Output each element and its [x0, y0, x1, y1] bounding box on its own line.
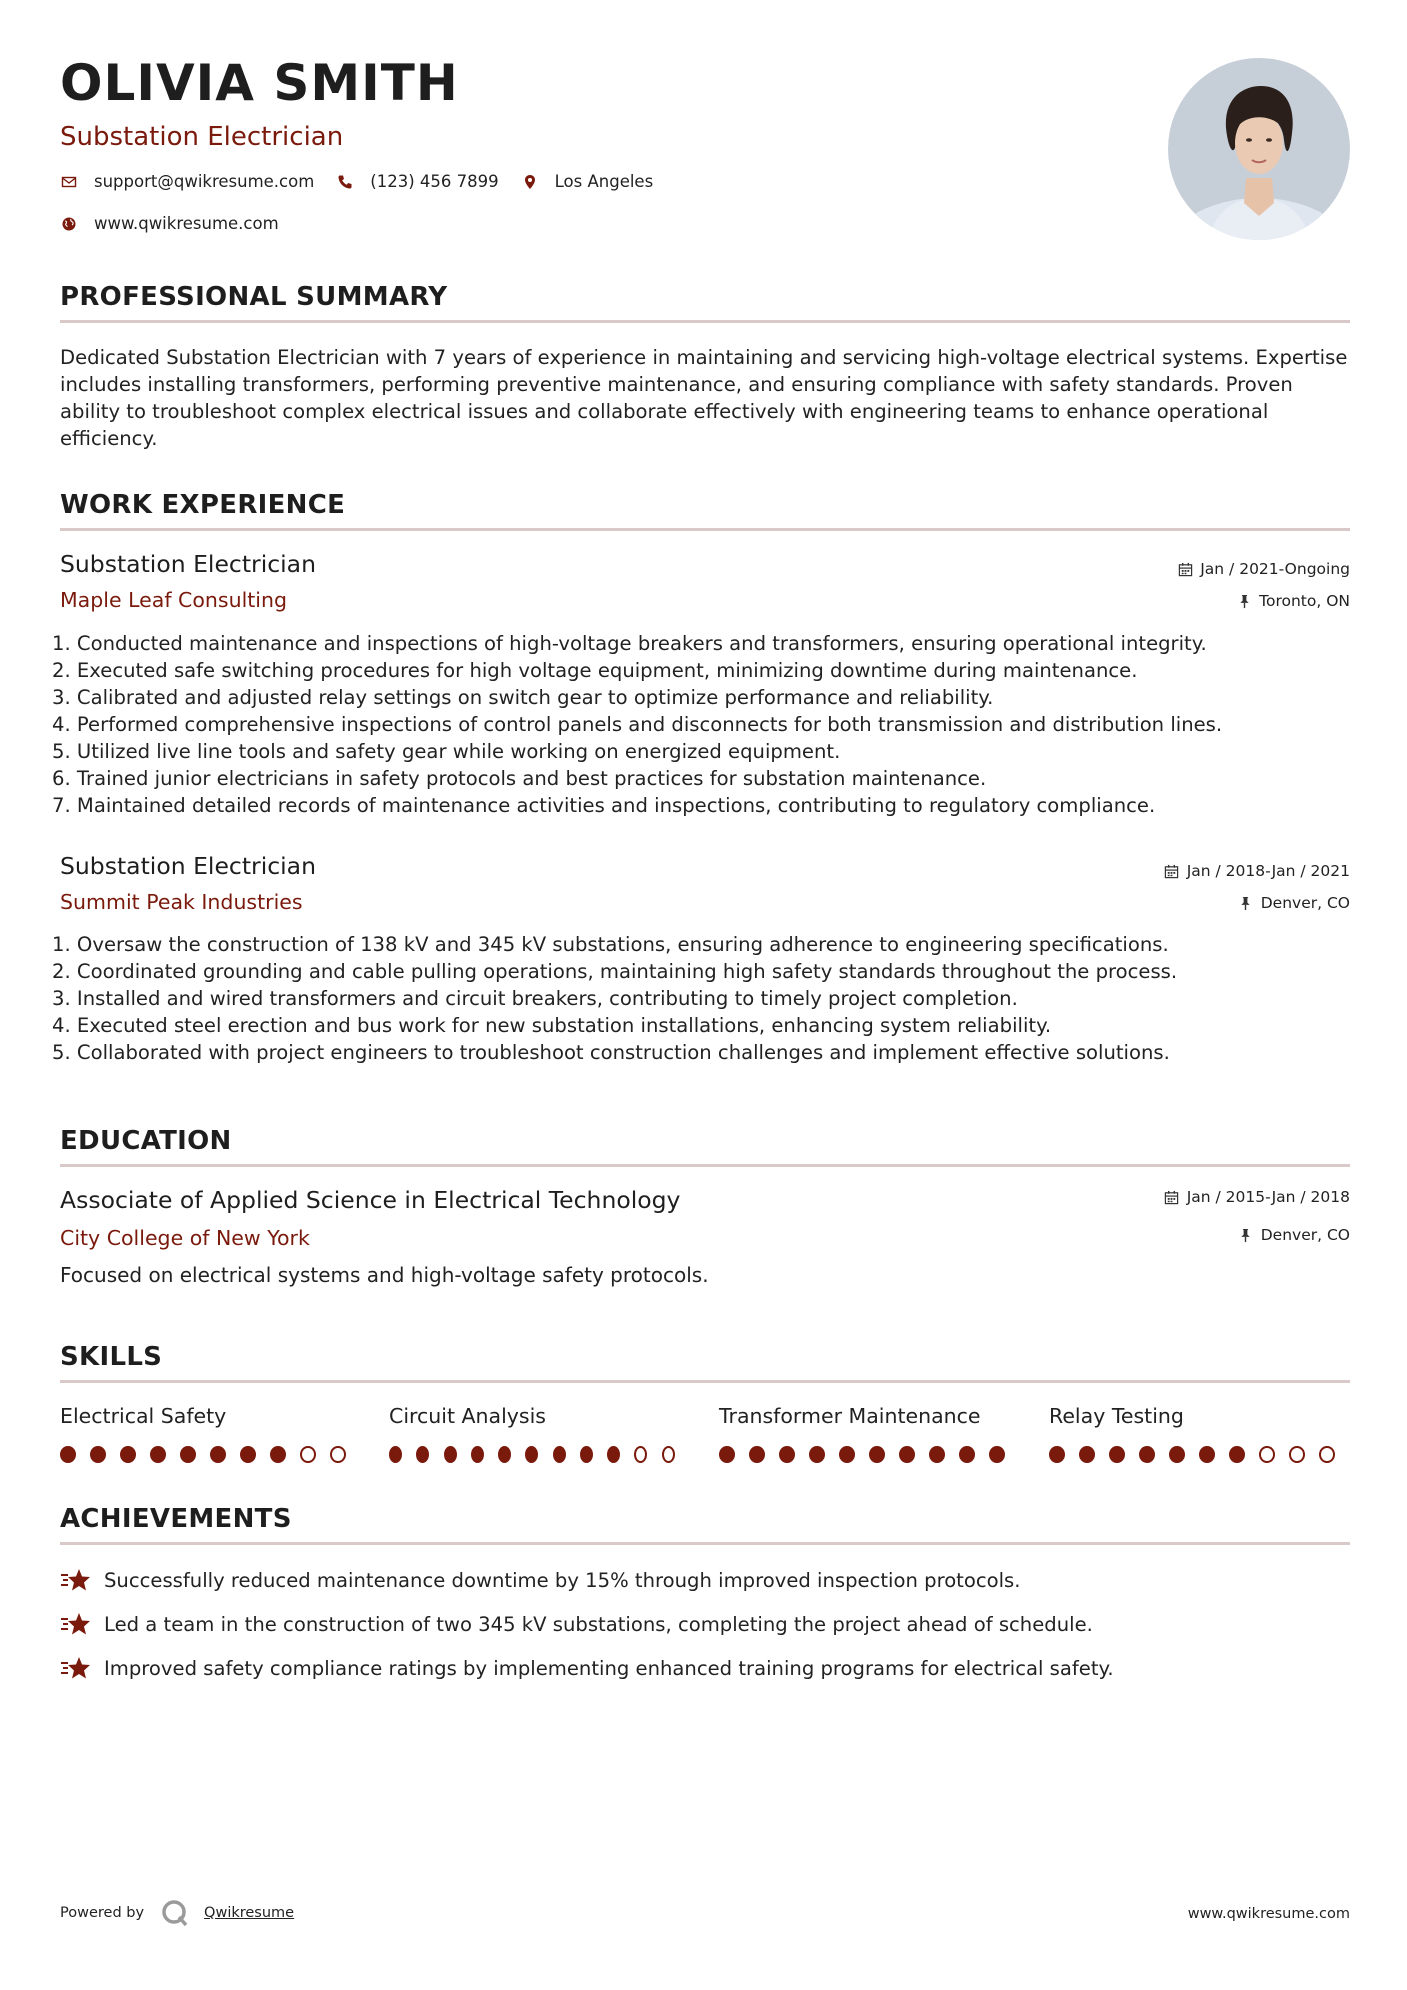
achievement-item [60, 1566, 1021, 1594]
star-badge-icon [60, 1566, 92, 1594]
job-dates [1177, 560, 1350, 578]
job-company: Summit Peak Industries [60, 890, 303, 914]
skill-dot-filled [779, 1446, 795, 1463]
skill-dot-empty [1289, 1446, 1305, 1463]
contact-email[interactable] [60, 172, 314, 191]
skill-dot-filled [1079, 1446, 1095, 1463]
achievement-item [60, 1654, 1114, 1682]
candidate-role: Substation Electrician [60, 122, 344, 152]
skill-item [719, 1404, 1019, 1463]
phone-text: (123) 456 7899 [370, 172, 499, 191]
skill-item [389, 1404, 689, 1463]
summary-text: Dedicated Substation Electrician with 7 years of experience in maintaining and servicing high-voltage electrical systems. Expertise includes installing transformers, performing preventive maintenance, and ensuring compliance with safety standards. Proven ability to troubleshoot complex electrical issues and collaborate effectively with engineering teams to enhance operational efficiency. [60, 346, 1348, 450]
qwikresume-logo-icon [160, 1898, 190, 1928]
skill-dot-filled [749, 1446, 765, 1463]
job-location-text: Toronto, ON [1259, 592, 1350, 610]
skill-dot-filled [498, 1446, 511, 1463]
email-text: support@qwikresume.com [94, 172, 315, 191]
skill-dot-filled [444, 1446, 457, 1463]
job-company: Maple Leaf Consulting [60, 588, 288, 612]
skill-dot-filled [150, 1446, 166, 1463]
education-divider [60, 1164, 1350, 1167]
skill-dot-filled [210, 1446, 226, 1463]
summary-divider [60, 320, 1350, 323]
pushpin-icon [1236, 593, 1252, 609]
achievement-item [60, 1610, 1093, 1638]
skill-dot-filled [580, 1446, 593, 1463]
skill-item [1049, 1404, 1349, 1463]
star-badge-icon [60, 1610, 92, 1638]
skill-name: Circuit Analysis [389, 1404, 546, 1428]
skills-divider [60, 1380, 1350, 1383]
education-section-title: EDUCATION [60, 1126, 232, 1156]
skill-dot-filled [719, 1446, 735, 1463]
skill-rating [719, 1446, 1019, 1463]
powered-by-label: Powered by [60, 1905, 145, 1921]
footer-website-link[interactable]: www.qwikresume.com [1187, 1906, 1350, 1922]
skill-dot-empty [300, 1446, 316, 1463]
job-bullet-list [52, 630, 1352, 819]
skill-rating [60, 1446, 360, 1463]
contact-phone[interactable] [336, 172, 498, 191]
skill-dot-filled [1199, 1446, 1215, 1463]
contact-row-secondary [60, 214, 301, 233]
list-item: 4. Executed steel erection and bus work for new substation installations, enhancing system reliability. [52, 1014, 1052, 1037]
skill-dot-filled [869, 1446, 885, 1463]
list-item: 5. Utilized live line tools and safety gear while working on energized equipment. [52, 740, 841, 763]
job-dates-text: Jan / 2021-Ongoing [1200, 560, 1350, 578]
list-item: 1. Conducted maintenance and inspections of high-voltage breakers and transformers, ensuring operational integrity. [52, 632, 1207, 655]
skill-dot-filled [389, 1446, 402, 1463]
skill-dot-filled [416, 1446, 429, 1463]
skill-dot-empty [662, 1446, 675, 1463]
education-description: Focused on electrical systems and high-voltage safety protocols. [60, 1263, 709, 1287]
skill-dot-filled [959, 1446, 975, 1463]
skill-dot-filled [90, 1446, 106, 1463]
skill-dot-filled [989, 1446, 1005, 1463]
summary-section-title: PROFESSIONAL SUMMARY [60, 282, 448, 312]
job-bullet-list [52, 931, 1352, 1066]
skill-dot-empty [330, 1446, 346, 1463]
skill-dot-filled [809, 1446, 825, 1463]
skill-dot-filled [553, 1446, 566, 1463]
list-item: 6. Trained junior electricians in safety protocols and best practices for substation maintenance. [52, 767, 987, 790]
candidate-name: OLIVIA SMITH [60, 54, 459, 112]
skill-dot-filled [525, 1446, 538, 1463]
pushpin-icon [1238, 895, 1254, 911]
achievements-divider [60, 1542, 1350, 1545]
location-text: Los Angeles [554, 172, 654, 191]
skill-dot-empty [634, 1446, 647, 1463]
job-dates [1164, 862, 1350, 880]
skill-dot-filled [607, 1446, 620, 1463]
skill-dot-filled [1229, 1446, 1245, 1463]
contact-website[interactable] [60, 214, 279, 233]
envelope-icon [60, 173, 78, 191]
contact-location [521, 172, 654, 191]
footer-brand-link[interactable]: Qwikresume [204, 1905, 295, 1921]
job-location-text: Denver, CO [1260, 894, 1350, 912]
phone-icon [336, 173, 354, 191]
skill-dot-filled [839, 1446, 855, 1463]
skill-dot-filled [899, 1446, 915, 1463]
skill-rating [1049, 1446, 1349, 1463]
list-item: 4. Performed comprehensive inspections of control panels and disconnects for both transmission and distribution lines. [52, 713, 1223, 736]
list-item: 3. Calibrated and adjusted relay settings on switch gear to optimize performance and reliability. [52, 686, 994, 709]
star-badge-icon [60, 1654, 92, 1682]
job-dates-text: Jan / 2018-Jan / 2021 [1186, 862, 1350, 880]
list-item: 5. Collaborated with project engineers to troubleshoot construction challenges and implement effective solutions. [52, 1041, 1170, 1064]
skill-dot-empty [1319, 1446, 1335, 1463]
skill-name: Relay Testing [1049, 1404, 1184, 1428]
skill-dot-filled [120, 1446, 136, 1463]
skill-dot-filled [1169, 1446, 1185, 1463]
skill-dot-empty [1259, 1446, 1275, 1463]
list-item: 2. Coordinated grounding and cable pulling operations, maintaining high safety standards throughout the process. [52, 960, 1178, 983]
skill-dot-filled [240, 1446, 256, 1463]
achievement-text: Successfully reduced maintenance downtime by 15% through improved inspection protocols. [104, 1568, 1021, 1592]
skill-dot-filled [471, 1446, 484, 1463]
contact-row-primary [60, 172, 675, 191]
job-location [1236, 592, 1350, 610]
job-title: Substation Electrician [60, 852, 316, 880]
skill-name: Transformer Maintenance [719, 1404, 981, 1428]
calendar-icon [1177, 561, 1193, 577]
list-item: 3. Installed and wired transformers and circuit breakers, contributing to timely project completion. [52, 987, 1018, 1010]
footer-powered-by [60, 1898, 294, 1928]
list-item: 2. Executed safe switching procedures for high voltage equipment, minimizing downtime during maintenance. [52, 659, 1138, 682]
skill-dot-filled [1049, 1446, 1065, 1463]
achievements-section-title: ACHIEVEMENTS [60, 1504, 292, 1534]
degree-title: Associate of Applied Science in Electrical Technology [60, 1186, 681, 1214]
website-text: www.qwikresume.com [94, 214, 279, 233]
skill-dot-filled [60, 1446, 76, 1463]
skill-dot-filled [1109, 1446, 1125, 1463]
skill-dot-filled [270, 1446, 286, 1463]
school-name: City College of New York [60, 1226, 310, 1250]
skill-dot-filled [929, 1446, 945, 1463]
achievement-text: Improved safety compliance ratings by implementing enhanced training programs for electrical safety. [104, 1656, 1114, 1680]
skill-dot-filled [1139, 1446, 1155, 1463]
skill-dot-filled [180, 1446, 196, 1463]
job-location [1238, 894, 1350, 912]
job-title: Substation Electrician [60, 550, 316, 578]
pushpin-icon [1238, 1227, 1254, 1243]
list-item: 7. Maintained detailed records of maintenance activities and inspections, contributing to regulatory compliance. [52, 794, 1156, 817]
education-dates-text: Jan / 2015-Jan / 2018 [1186, 1188, 1350, 1206]
globe-icon [60, 215, 78, 233]
calendar-icon [1164, 1189, 1180, 1205]
education-dates [1164, 1188, 1350, 1206]
skill-item [60, 1404, 360, 1463]
skills-section-title: SKILLS [60, 1342, 163, 1372]
skill-rating [389, 1446, 689, 1463]
list-item: 1. Oversaw the construction of 138 kV and 345 kV substations, ensuring adherence to engineering specifications. [52, 933, 1169, 956]
experience-divider [60, 528, 1350, 531]
profile-photo [1168, 58, 1350, 240]
skill-name: Electrical Safety [60, 1404, 227, 1428]
calendar-icon [1164, 863, 1180, 879]
achievement-text: Led a team in the construction of two 345 kV substations, completing the project ahead of schedule. [104, 1612, 1093, 1636]
education-location-text: Denver, CO [1260, 1226, 1350, 1244]
experience-section-title: WORK EXPERIENCE [60, 490, 346, 520]
education-location [1238, 1226, 1350, 1244]
map-pin-icon [521, 173, 539, 191]
